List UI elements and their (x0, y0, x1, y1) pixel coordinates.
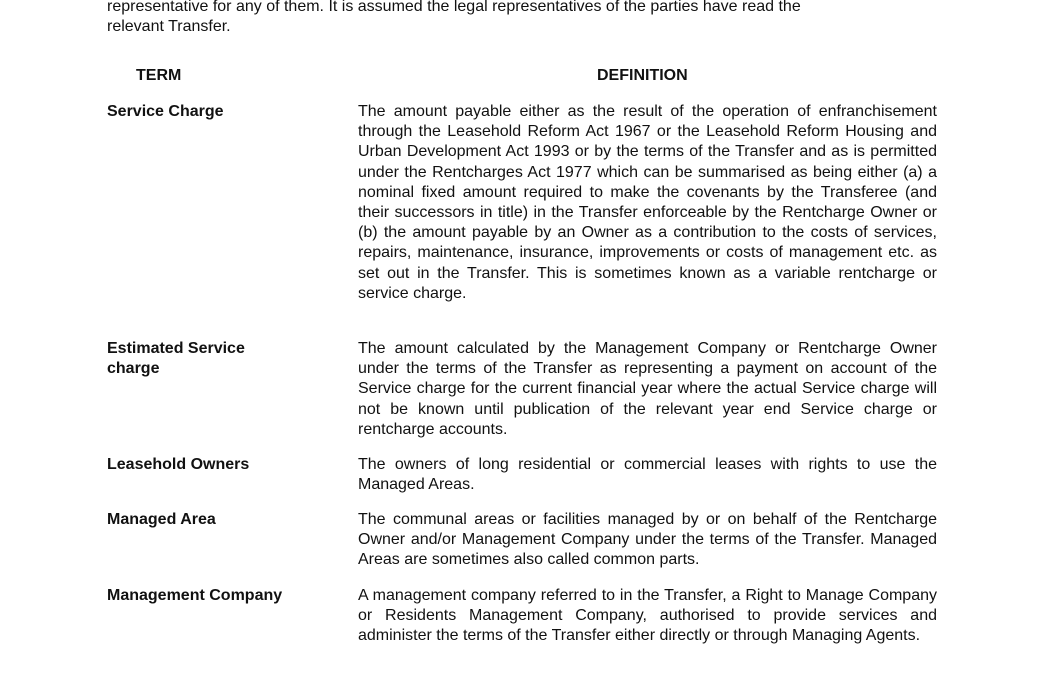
term-column-header: TERM (136, 67, 182, 84)
definition-management-company: A management company referred to in the Transfer, a Right to Manage Company or Residents Management Company, authorised to provide services and administer the terms of the Transfer either directly or through Managing Agents. (358, 587, 937, 645)
intro-line-1: representative for any of them. It is assumed the legal representatives of the parties have read the (107, 0, 801, 15)
definition-managed-area: The communal areas or facilities managed by or on behalf of the Rentcharge Owner and/or Management Company under the terms of the Transfer. Managed Areas are sometimes also called common parts. (358, 511, 937, 569)
intro-line-2: relevant Transfer. (107, 18, 231, 36)
term-management-company: Management Company (107, 587, 283, 604)
term-managed-area: Managed Area (107, 511, 216, 528)
intro-paragraph (107, 0, 937, 37)
definition-leasehold-owners: The owners of long residential or commercial leases with rights to use the Managed Areas. (358, 456, 937, 494)
term-leasehold-owners: Leasehold Owners (107, 456, 250, 473)
definition-service-charge: The amount payable either as the result of the operation of enfranchisement through the Leasehold Reform Act 1967 or the Leasehold Reform Housing and Urban Development Act 1993 or by the terms of the Transfer and as is permitted under the Rentcharges Act 1977 which can be summarised as being either (a) a nominal fixed amount required to make the covenants by the Transferee (and their successors in title) in the Transfer enforceable by the Rentcharge Owner or (b) the amount payable by an Owner as a contribution to the costs of services, repairs, maintenance, insurance, improvements or costs of management etc. as set out in the Transfer. This is sometimes known as a variable rentcharge or service charge. (358, 103, 937, 302)
definition-estimated-service-charge: The amount calculated by the Management Company or Rentcharge Owner under the terms of the Transfer as representing a payment on account of the Service charge for the current financial year where the actual Service charge will not be known until publication of the relevant year end Service charge or rentcharge accounts. (358, 340, 937, 438)
term-estimated-service-charge: Estimated Service charge (107, 340, 245, 378)
term-service-charge: Service Charge (107, 103, 224, 120)
definition-column-header: DEFINITION (597, 67, 688, 84)
